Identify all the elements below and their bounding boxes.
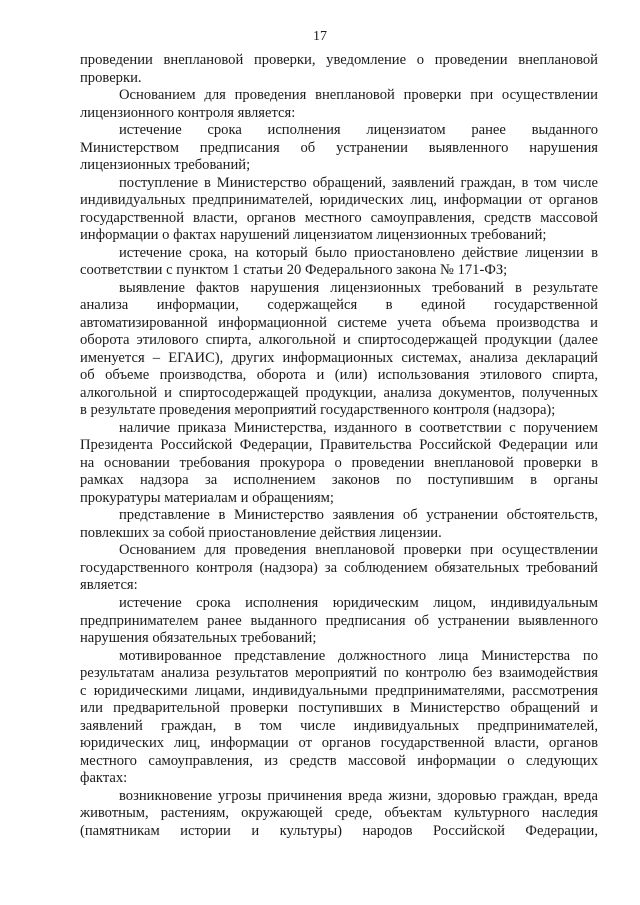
text-line: или предварительной проверки поступивших в Министерство обращений и	[80, 700, 598, 717]
text-line: является:	[80, 577, 138, 594]
text-line: оборота этилового спирта, алкогольной и спиртосодержащей продукции (далее	[80, 332, 598, 349]
text-line: прокуратуры материалам и обращениям;	[80, 489, 334, 506]
document-body	[80, 52, 598, 840]
text-line: результатам анализа результатов мероприятий по контролю без взаимодействия	[80, 665, 598, 682]
text-line: предпринимателем ранее выданного предписания об устранении выявленного	[80, 612, 598, 629]
text-line: (памятникам истории и культуры) народов Российской Федерации,	[80, 822, 598, 839]
text-line: истечение срока исполнения лицензиатом ранее выданного	[119, 122, 598, 139]
text-line: нарушения обязательных требований;	[80, 630, 317, 647]
text-line: индивидуальных предпринимателей, юридических лиц, информации от органов	[80, 192, 598, 209]
text-line: в результате проведения мероприятий государственного контроля (надзора);	[80, 402, 556, 419]
text-line: заявлений граждан, в том числе индивидуальных предпринимателей,	[80, 717, 598, 734]
text-line: животным, растениям, окружающей среде, объектам культурного наследия	[80, 805, 598, 822]
text-line: информации о фактах нарушений лицензиатом лицензионных требований;	[80, 227, 547, 244]
text-line: алкогольной и спиртосодержащей продукции, анализа документов, полученных	[80, 384, 598, 401]
text-line: повлекших за собой приостановление действия лицензии.	[80, 524, 442, 541]
text-line: истечение срока исполнения юридическим лицом, индивидуальным	[119, 594, 598, 611]
text-line: мотивированное представление должностного лица Министерства по	[119, 647, 598, 664]
text-line: наличие приказа Министерства, изданного в соответствии с поручением	[119, 419, 598, 436]
text-line: именуется – ЕГАИС), других информационных системах, анализа деклараций	[80, 349, 598, 366]
text-line: Президента Российской Федерации, Правительства Российской Федерации или	[80, 437, 598, 454]
text-line: проведении внеплановой проверки, уведомление о проведении внеплановой	[80, 52, 598, 68]
text-line: юридических лиц, информации от органов государственной власти, органов	[80, 735, 598, 752]
page-number: 17	[313, 29, 327, 44]
text-line: соответствии с пунктом 1 статьи 20 Федерального закона № 171-ФЗ;	[80, 262, 508, 279]
text-line: Основанием для проведения внеплановой проверки при осуществлении	[119, 542, 598, 559]
text-line: Основанием для проведения внеплановой проверки при осуществлении	[119, 87, 598, 104]
text-line: истечение срока, на который было приостановлено действие лицензии в	[119, 244, 598, 261]
text-line: государственной власти, органов местного самоуправления, средств массовой	[80, 209, 598, 226]
text-line: автоматизированной информационной системе учета объема производства и	[80, 314, 598, 331]
text-line: на основании требования прокурора о проведении внеплановой проверки в	[80, 454, 598, 471]
text-line: проверки.	[80, 69, 142, 86]
text-line: анализа информации, содержащейся в единой государственной	[80, 297, 598, 314]
text-line: возникновение угрозы причинения вреда жизни, здоровью граждан, вреда	[119, 787, 598, 804]
text-line: лицензионного контроля является:	[80, 104, 296, 121]
text-line: местного самоуправления, из средств массовой информации о следующих	[80, 752, 598, 769]
text-line: Министерством предписания об устранении выявленного нарушения	[80, 139, 598, 156]
text-line: об объеме производства, оборота и (или) использования этилового спирта,	[80, 367, 598, 384]
text-line: рамках надзора за исполнением законов по поступившим в органы	[80, 472, 598, 489]
text-line: поступление в Министерство обращений, заявлений граждан, в том числе	[119, 174, 598, 191]
text-line: представление в Министерство заявления об устранении обстоятельств,	[119, 507, 598, 524]
text-line: лицензионных требований;	[80, 157, 251, 174]
text-line: с юридическими лицами, индивидуальными предпринимателями, рассмотрения	[80, 682, 598, 699]
text-line: выявление фактов нарушения лицензионных требований в результате	[119, 279, 598, 296]
text-line: фактах:	[80, 770, 128, 787]
text-line: государственного контроля (надзора) за соблюдением обязательных требований	[80, 559, 598, 576]
